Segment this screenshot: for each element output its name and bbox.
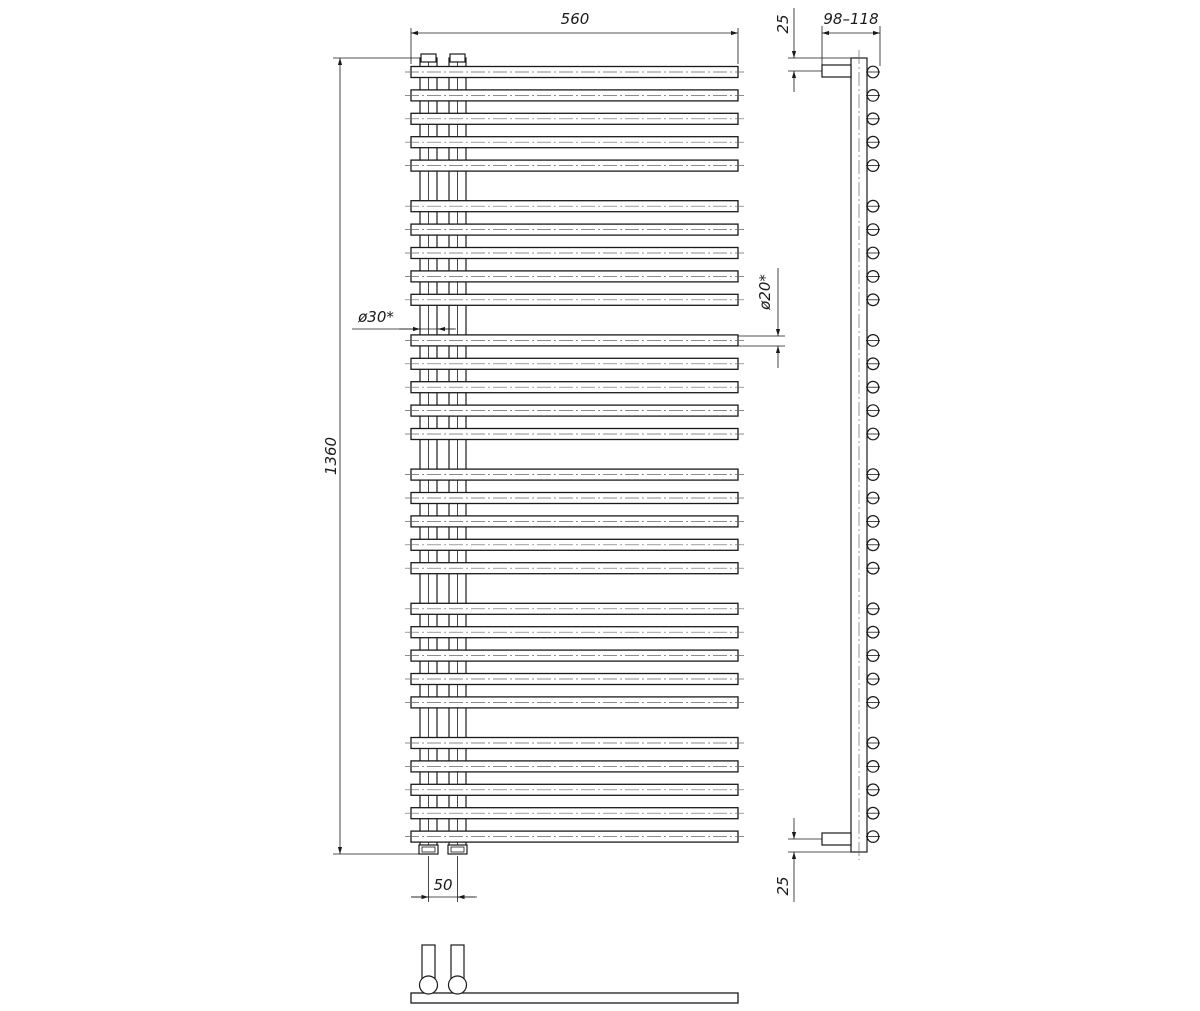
bottom-view-connection-right — [449, 976, 467, 994]
collector-right — [449, 54, 466, 850]
dimension-bottom-offset-label: 25 — [774, 876, 792, 896]
dimension-connection-spacing — [411, 856, 477, 902]
dimension-height-label: 1360 — [322, 436, 340, 476]
side-view — [822, 50, 880, 860]
dimension-connection-spacing-label: 50 — [433, 876, 453, 894]
wall-bracket-bottom — [822, 833, 851, 845]
dimension-bar-diameter — [738, 268, 785, 368]
dimension-width-label: 560 — [560, 10, 590, 28]
dimension-top-offset-label: 25 — [774, 14, 792, 34]
bottom-fitting-right — [448, 845, 467, 854]
collector-left — [420, 54, 437, 850]
dimension-bottom-offset — [774, 818, 851, 902]
dimension-bar-diameter-label: ø20* — [756, 274, 774, 310]
side-bar-sections — [866, 66, 880, 842]
bottom-view — [411, 945, 738, 1003]
bottom-fitting-left — [419, 845, 438, 854]
front-view — [405, 54, 744, 854]
dimension-collector-diameter-label: ø30* — [358, 308, 394, 326]
bottom-view-connection-left — [420, 976, 438, 994]
bottom-view-bar — [411, 993, 738, 1003]
wall-bracket-top — [822, 65, 851, 77]
dimension-height — [322, 58, 420, 854]
dimension-collector-diameter — [352, 308, 456, 329]
dimension-depth-label: 98–118 — [823, 10, 879, 28]
